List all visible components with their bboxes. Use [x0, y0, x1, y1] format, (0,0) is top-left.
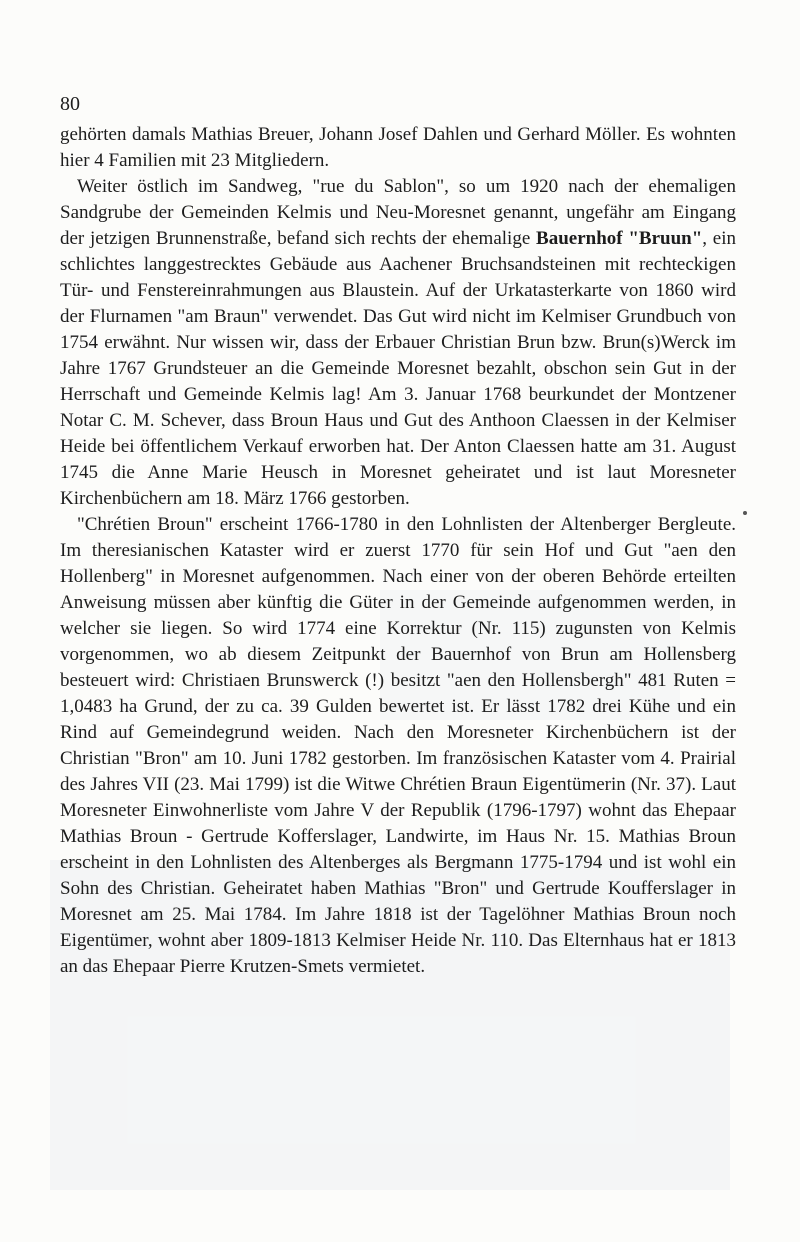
paragraph-3: "Chrétien Broun" erscheint 1766-1780 in den Lohnlisten der Altenberger Bergleute. Im theresianischen Kataster wird er zuerst 1770 für sein Hof und Gut "aen den Hollenberg" in Moresnet aufgenommen. Nach einer von der oberen Behörde erteilten Anweisung müssen aber künftig die Güter in der Gemeinde aufgenommen werden, in welcher sie liegen. So wird 1774 eine Korrektur (Nr. 115) zugunsten von Kelmis vorgenommen, wo ab diesem Zeitpunkt der Bauernhof von Brun am Hollensberg besteuert wird: Christiaen Brunswerck (!) besitzt "aen den Hollensbergh" 481 Ruten = 1,0483 ha Grund, der zu ca. 39 Gulden bewertet ist. Er lässt 1782 drei Kühe und ein Rind auf Gemeindegrund weiden. Nach den Moresneter Kirchenbüchern ist der Christian "Bron" am 10. Juni 1782 gestorben. Im französischen Kataster vom 4. Prairial des Jahres VII (23. Mai 1799) ist die Witwe Chrétien Braun Eigentümerin (Nr. 37). Laut Moresneter Einwohnerliste vom Jahre V der Republik (1796-1797) wohnt das Ehepaar Mathias Broun - Gertrude Kofferslager, Landwirte, im Haus Nr. 15. Mathias Broun erscheint in den Lohnlisten des Altenberges als Bergmann 1775-1794 und ist wohl ein Sohn des Christian. Geheiratet haben Mathias "Bron" und Gertrude Koufferslager in Moresnet am 25. Mai 1784. Im Jahre 1818 ist der Tagelöhner Mathias Broun noch Eigentümer, wohnt aber 1809-1813 Kelmiser Heide Nr. 110. Das Elternhaus hat er 1813 an das Ehepaar Pierre Krutzen-Smets vermietet.	[60, 514, 736, 977]
page-number: 80	[60, 93, 80, 115]
paragraph-2-intro: Weiter östlich im Sandweg, "rue du Sablon", so um 1920 nach der ehemaligen Sandgrube der Gemeinden Kelmis und Neu-Moresnet genannt, ungefähr am Eingang der jetzigen Brunnenstraße, befand sich rechts der ehemalige	[60, 176, 736, 249]
body-text	[60, 122, 736, 980]
margin-speck	[743, 511, 747, 515]
paragraph-2	[60, 174, 736, 512]
paragraph-1: gehörten damals Mathias Breuer, Johann Josef Dahlen und Gerhard Möller. Es wohnten hier 4 Familien mit 23 Mitgliedern.	[60, 124, 736, 171]
paragraph-2-rest: , ein schlichtes langgestrecktes Gebäude aus Aachener Bruchsandsteinen mit rechteckigen Tür- und Fenstereinrahmungen aus Blaustein. Auf der Urkatasterkarte von 1860 wird der Flurnamen "am Braun" verwendet. Das Gut wird nicht im Kelmiser Grundbuch von 1754 erwähnt. Nur wissen wir, dass der Erbauer Christian Brun bzw. Brun(s)Werck im Jahre 1767 Grundsteuer an die Gemeinde Moresnet bezahlt, obschon sein Gut in der Herrschaft und Gemeinde Kelmis lag! Am 3. Januar 1768 beurkundet der Montzener Notar C. M. Schever, dass Broun Haus und Gut des Anthoon Claessen in der Kelmiser Heide bei öffentlichem Verkauf erworben hat. Der Anton Claessen hatte am 31. August 1745 die Anne Marie Heusch in Moresnet geheiratet und ist laut Moresneter Kirchenbüchern am 18. März 1766 gestorben.	[60, 228, 736, 509]
farm-name-bold: Bauernhof "Bruun"	[536, 228, 703, 249]
